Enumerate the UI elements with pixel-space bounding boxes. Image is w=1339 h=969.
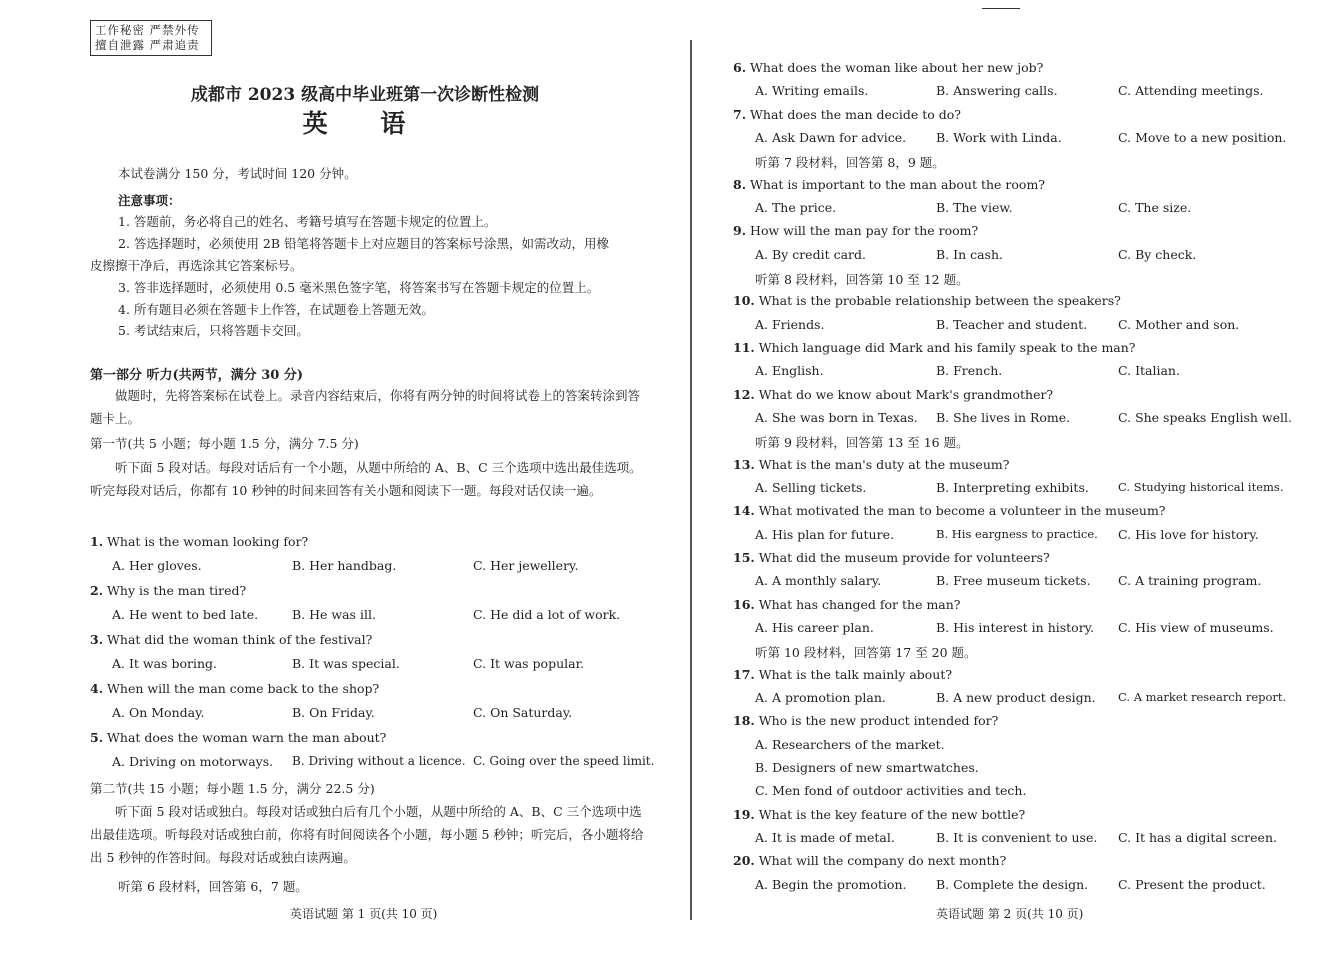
question-14 bbox=[733, 503, 1166, 518]
option-b: B. His interest in history. bbox=[936, 620, 1095, 635]
question-1 bbox=[90, 534, 308, 549]
option-b: B. A new product design. bbox=[936, 690, 1096, 705]
option-c: C. The size. bbox=[1118, 200, 1192, 215]
option-a: A. By credit card. bbox=[755, 247, 866, 262]
exam-intro: 本试卷满分 150 分，考试时间 120 分钟。 bbox=[118, 166, 357, 181]
question-number: 14. bbox=[733, 503, 755, 518]
question-number: 16. bbox=[733, 597, 755, 612]
section2-heading: 第二节(共 15 小题；每小题 1.5 分，满分 22.5 分) bbox=[90, 781, 375, 796]
material-10-label: 听第 10 段材料，回答第 17 至 20 题。 bbox=[755, 645, 977, 660]
option-c: C. A market research report. bbox=[1118, 690, 1287, 704]
option-c: C. A training program. bbox=[1118, 573, 1262, 588]
question-text: What does the woman warn the man about? bbox=[107, 730, 387, 745]
section1-heading: 第一节(共 5 小题；每小题 1.5 分，满分 7.5 分) bbox=[90, 436, 359, 451]
notes-heading: 注意事项： bbox=[118, 193, 181, 208]
note-item: 2. 答选择题时，必须使用 2B 铅笔将答题卡上对应题目的答案标号涂黑，如需改动，用橡 bbox=[118, 236, 609, 251]
option-a: A. Driving on motorways. bbox=[112, 754, 274, 769]
option-b: B. Interpreting exhibits. bbox=[936, 480, 1089, 495]
question-text: Who is the new product intended for? bbox=[758, 713, 999, 728]
option-a: A. It is made of metal. bbox=[755, 830, 895, 845]
question-number: 15. bbox=[733, 550, 755, 565]
question-6 bbox=[733, 60, 1043, 75]
question-19 bbox=[733, 807, 1025, 822]
option-c: C. It has a digital screen. bbox=[1118, 830, 1277, 845]
question-8 bbox=[733, 177, 1045, 192]
option-b: B. Work with Linda. bbox=[936, 130, 1062, 145]
question-number: 12. bbox=[733, 387, 755, 402]
question-number: 11. bbox=[733, 340, 755, 355]
question-text: What will the company do next month? bbox=[758, 853, 1007, 868]
question-text: What do we know about Mark's grandmother? bbox=[758, 387, 1054, 402]
option-c: C. His view of museums. bbox=[1118, 620, 1274, 635]
option-a: A. She was born in Texas. bbox=[755, 410, 918, 425]
stamp-line-2: 擅自泄露 严肃追责 bbox=[95, 38, 200, 52]
question-text: Which language did Mark and his family speak to the man? bbox=[758, 340, 1136, 355]
question-text: What does the man decide to do? bbox=[750, 107, 962, 122]
question-9 bbox=[733, 223, 978, 238]
option-a: A. A promotion plan. bbox=[755, 690, 886, 705]
question-text: What is important to the man about the room? bbox=[750, 177, 1046, 192]
option-b: B. French. bbox=[936, 363, 1003, 378]
note-item: 4. 所有题目必须在答题卡上作答，在试题卷上答题无效。 bbox=[118, 302, 434, 317]
question-text: What is the probable relationship between the speakers? bbox=[758, 293, 1121, 308]
note-item: 1. 答题前，务必将自己的姓名、考籍号填写在答题卡规定的位置上。 bbox=[118, 214, 497, 229]
question-number: 13. bbox=[733, 457, 755, 472]
option-a: A. English. bbox=[755, 363, 824, 378]
option-a: A. The price. bbox=[755, 200, 837, 215]
question-10 bbox=[733, 293, 1121, 308]
question-number: 2. bbox=[90, 583, 104, 598]
question-text: What does the woman like about her new job? bbox=[750, 60, 1044, 75]
question-5 bbox=[90, 730, 386, 745]
top-rule bbox=[982, 8, 1020, 9]
question-number: 20. bbox=[733, 853, 755, 868]
question-16 bbox=[733, 597, 961, 612]
question-number: 1. bbox=[90, 534, 104, 549]
option-c: C. By check. bbox=[1118, 247, 1197, 262]
note-item: 5. 考试结束后，只将答题卡交回。 bbox=[118, 323, 309, 338]
option-b: B. Complete the design. bbox=[936, 877, 1089, 892]
option-b: B. Driving without a licence. bbox=[292, 754, 466, 768]
question-number: 8. bbox=[733, 177, 747, 192]
option-c: C. His love for history. bbox=[1118, 527, 1259, 542]
question-text: What motivated the man to become a volunteer in the museum? bbox=[758, 503, 1166, 518]
option-c: C. She speaks English well. bbox=[1118, 410, 1292, 425]
question-text: What is the man's duty at the museum? bbox=[758, 457, 1010, 472]
option-c: C. On Saturday. bbox=[473, 705, 573, 720]
option-a: A. Researchers of the market. bbox=[755, 737, 945, 752]
question-13 bbox=[733, 457, 1009, 472]
option-a: A. On Monday. bbox=[112, 705, 205, 720]
option-b: B. In cash. bbox=[936, 247, 1003, 262]
option-a: A. Her gloves. bbox=[112, 558, 202, 573]
option-b: B. Answering calls. bbox=[936, 83, 1058, 98]
question-number: 9. bbox=[733, 223, 747, 238]
question-number: 5. bbox=[90, 730, 104, 745]
option-b: B. She lives in Rome. bbox=[936, 410, 1071, 425]
option-c: C. It was popular. bbox=[473, 656, 585, 671]
question-text: What has changed for the man? bbox=[758, 597, 961, 612]
option-c: C. Move to a new position. bbox=[1118, 130, 1287, 145]
question-number: 17. bbox=[733, 667, 755, 682]
question-15 bbox=[733, 550, 1050, 565]
option-c: C. Going over the speed limit. bbox=[473, 754, 655, 768]
option-b: B. Teacher and student. bbox=[936, 317, 1088, 332]
option-a: A. Begin the promotion. bbox=[755, 877, 907, 892]
option-c: C. Studying historical items. bbox=[1118, 480, 1284, 494]
exam-title: 成都市 2023 级高中毕业班第一次诊断性检测 bbox=[190, 85, 540, 105]
question-11 bbox=[733, 340, 1136, 355]
option-a: A. Ask Dawn for advice. bbox=[755, 130, 907, 145]
page-footer-right: 英语试题 第 2 页(共 10 页) bbox=[936, 907, 1084, 921]
question-text: What did the museum provide for volunteers? bbox=[758, 550, 1050, 565]
subject-title: 英 语 bbox=[302, 109, 428, 138]
option-a: A. A monthly salary. bbox=[755, 573, 882, 588]
question-4 bbox=[90, 681, 379, 696]
question-text: What is the key feature of the new bottle? bbox=[758, 807, 1026, 822]
stamp-line-1: 工作秘密 严禁外传 bbox=[95, 23, 200, 37]
question-number: 4. bbox=[90, 681, 104, 696]
question-number: 10. bbox=[733, 293, 755, 308]
material-9-label: 听第 9 段材料，回答第 13 至 16 题。 bbox=[755, 435, 969, 450]
question-text: When will the man come back to the shop? bbox=[107, 681, 380, 696]
question-number: 19. bbox=[733, 807, 755, 822]
part1-heading: 第一部分 听力(共两节，满分 30 分) bbox=[90, 368, 303, 383]
question-text: Why is the man tired? bbox=[107, 583, 247, 598]
material-8-label: 听第 8 段材料，回答第 10 至 12 题。 bbox=[755, 272, 969, 287]
question-text: How will the man pay for the room? bbox=[750, 223, 979, 238]
option-a: A. It was boring. bbox=[112, 656, 217, 671]
question-number: 6. bbox=[733, 60, 747, 75]
material-6-label: 听第 6 段材料，回答第 6，7 题。 bbox=[118, 879, 308, 894]
question-20 bbox=[733, 853, 1006, 868]
question-2 bbox=[90, 583, 246, 598]
question-number: 18. bbox=[733, 713, 755, 728]
option-a: A. Friends. bbox=[755, 317, 825, 332]
note-item: 3. 答非选择题时，必须使用 0.5 毫米黑色签字笔，将答案书写在答题卡规定的位置上。 bbox=[118, 280, 600, 295]
option-b: B. The view. bbox=[936, 200, 1013, 215]
option-a: A. Selling tickets. bbox=[755, 480, 867, 495]
option-b: B. It is convenient to use. bbox=[936, 830, 1098, 845]
confidential-stamp bbox=[90, 20, 212, 56]
option-b: B. Her handbag. bbox=[292, 558, 397, 573]
section2-instruction: 听下面 5 段对话或独白。每段对话或独白后有几个小题，从题中所给的 A、B、C 三个选项中选出最佳选项。听每段对话或独白前，你将有时间阅读各个小题，每小题 5 秒钟；听完后，各小题将给出 5 秒钟的作答时间。每段对话或独白读两遍。 bbox=[90, 804, 644, 865]
question-text: What is the woman looking for? bbox=[107, 534, 309, 549]
option-a: A. He went to bed late. bbox=[112, 607, 259, 622]
option-c: C. Attending meetings. bbox=[1118, 83, 1264, 98]
option-c: C. He did a lot of work. bbox=[473, 607, 621, 622]
part1-instruction: 做题时，先将答案标在试卷上。录音内容结束后，你将有两分钟的时间将试卷上的答案转涂到答题卡上。 bbox=[90, 388, 641, 426]
question-number: 7. bbox=[733, 107, 747, 122]
option-a: A. His career plan. bbox=[755, 620, 874, 635]
option-c: C. Mother and son. bbox=[1118, 317, 1240, 332]
option-b: B. He was ill. bbox=[292, 607, 376, 622]
option-a: A. Writing emails. bbox=[755, 83, 869, 98]
option-b: B. His eargness to practice. bbox=[936, 527, 1098, 541]
option-a: A. His plan for future. bbox=[755, 527, 894, 542]
option-b: B. Free museum tickets. bbox=[936, 573, 1091, 588]
question-18 bbox=[733, 713, 998, 728]
column-divider bbox=[690, 40, 692, 920]
question-text: What did the woman think of the festival? bbox=[107, 632, 373, 647]
option-c: C. Her jewellery. bbox=[473, 558, 579, 573]
option-c: C. Men fond of outdoor activities and tech. bbox=[755, 783, 1027, 798]
question-17 bbox=[733, 667, 952, 682]
page-footer-left: 英语试题 第 1 页(共 10 页) bbox=[290, 907, 438, 921]
question-7 bbox=[733, 107, 961, 122]
note-item: 皮擦擦干净后，再选涂其它答案标号。 bbox=[90, 258, 303, 273]
question-text: What is the talk mainly about? bbox=[758, 667, 953, 682]
option-b: B. Designers of new smartwatches. bbox=[755, 760, 979, 775]
question-number: 3. bbox=[90, 632, 104, 647]
material-7-label: 听第 7 段材料，回答第 8，9 题。 bbox=[755, 155, 945, 170]
option-c: C. Present the product. bbox=[1118, 877, 1266, 892]
question-3 bbox=[90, 632, 372, 647]
section1-instruction: 听下面 5 段对话。每段对话后有一个小题，从题中所给的 A、B、C 三个选项中选出最佳选项。听完每段对话后，你都有 10 秒钟的时间来回答有关小题和阅读下一题。每段对话仅读一遍。 bbox=[90, 460, 642, 498]
question-12 bbox=[733, 387, 1053, 402]
option-b: B. It was special. bbox=[292, 656, 400, 671]
option-c: C. Italian. bbox=[1118, 363, 1180, 378]
option-b: B. On Friday. bbox=[292, 705, 375, 720]
